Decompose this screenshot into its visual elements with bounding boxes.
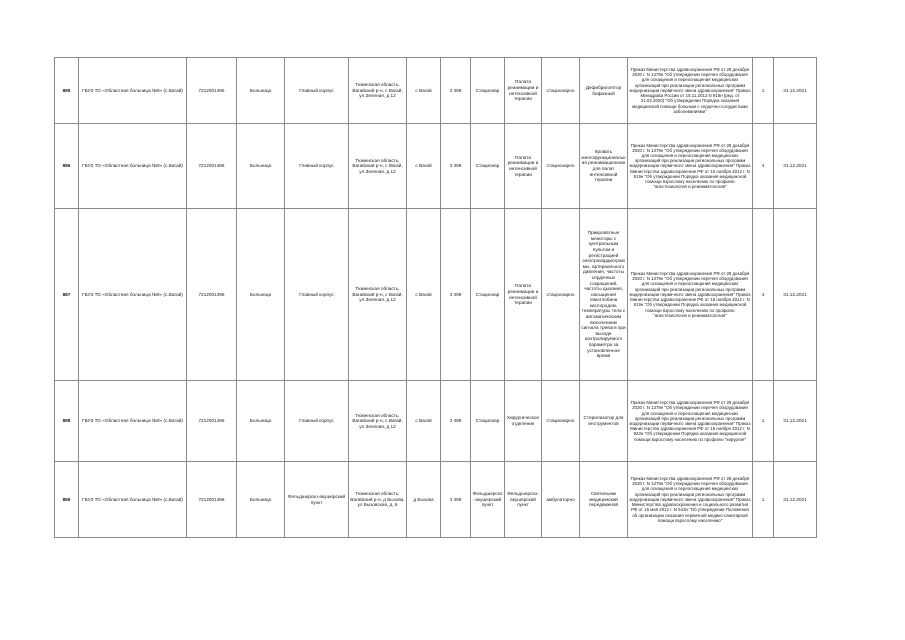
row-number: 885 [55,58,79,124]
facility-type-cell: Больница [237,462,285,538]
building-cell: Фельдшерско-акушерский пункт [285,462,349,538]
care-type-cell: Стационар [471,58,505,124]
date-cell: 31.12.2021 [774,462,817,538]
locality-cell: с Вагай [407,209,441,381]
equipment-cell: Прикроватные мониторы с центральным пультом и регистрацией электрокардиограммы, артериального давления, частоты сердечных сокращений, частоты дыхания, насыщения гемоглобина кислородом, температуры тела с автоматическим включением сигнала тревоги при выходе контролируемого параметра за установленное время [580,209,628,381]
department-cell: Палата реанимации и интенсивной терапии [505,124,542,209]
equipment-table [54,57,817,538]
table-row [55,209,817,381]
date-cell: 31.12.2021 [774,58,817,124]
row-number: 887 [55,209,79,381]
date-cell: 31.12.2021 [774,381,817,462]
quantity-cell: 1 [753,381,774,462]
address-cell: Тюменская область, Вагайский р-н, с Вагай, ул Зеленая, д 12 [349,124,407,209]
facility-type-cell: Больница [237,58,285,124]
quantity-cell: 1 [753,462,774,538]
facility-type-cell: Больница [237,124,285,209]
care-type-cell: Стационар [471,381,505,462]
date-cell: 31.12.2021 [774,209,817,381]
row-number: 889 [55,462,79,538]
table-row [55,124,817,209]
equipment-cell: Дефибриллятор бифазный [580,58,628,124]
equipment-cell: Светильник медицинский передвижной [580,462,628,538]
care-mode-cell: стационарно [542,124,580,209]
population-cell: 3 399 [441,462,471,538]
inn-cell: 7212001496 [187,58,237,124]
population-cell: 3 399 [441,209,471,381]
locality-cell: с Вагай [407,381,441,462]
organization-cell: ГБУЗ ТО «Областная больница №9» (с.Вагай) [79,381,187,462]
table-row [55,381,817,462]
department-cell: Палата реанимации и интенсивной терапии [505,209,542,381]
care-mode-cell: стационарно [542,381,580,462]
care-type-cell: Стационар [471,124,505,209]
locality-cell: с Вагай [407,58,441,124]
inn-cell: 7212001496 [187,124,237,209]
equipment-cell: Стерилизатор для инструментов [580,381,628,462]
building-cell: Главный корпус [285,124,349,209]
building-cell: Главный корпус [285,381,349,462]
legal-basis-cell: Приказ Министерства здравоохранения РФ от 28 декабря 2020 г. N 1379н "Об утверждении перечня оборудования для оснащения и переоснащения медицинских организаций при реализации региональных программ модернизации первичного звена здравоохранения" Приказ Министерства здравоохранения и социального развития РФ от 15 мая 2012 г. N 543н "Об утверждении Положения об организации оказания первичной медико-санитарной помощи взрослому населению" [628,462,753,538]
inn-cell: 7212001496 [187,462,237,538]
legal-basis-cell: Приказ Министерства здравоохранения РФ от 28 декабря 2020 г. N 1379н "Об утверждении перечня оборудования для оснащения и переоснащения медицинских организаций при реализации региональных программ модернизации первичного звена здравоохранения" Приказ Минздрава России от 15.11.2012 N 918н (ред. от 21.02.2020) "Об утверждении Порядка оказания медицинской помощи больным с сердечно-сосудистыми заболеваниями" [628,58,753,124]
quantity-cell: 4 [753,209,774,381]
equipment-cell: Кровать многофункциональная реанимационная для палат интенсивной терапии [580,124,628,209]
care-type-cell: Стационар [471,209,505,381]
legal-basis-cell: Приказ Министерства здравоохранения РФ от 28 декабря 2020 г. N 1379н "Об утверждении перечня оборудования для оснащения и переоснащения медицинских организаций при реализации региональных программ модернизации первичного звена здравоохранения" Приказ Министерства здравоохранения РФ от 15 ноября 2012 г. N 919н "Об утверждении Порядка оказания медицинской помощи взрослому населению по профилю "анестезиология и реаниматология" [628,124,753,209]
table-row [55,58,817,124]
date-cell: 31.12.2021 [774,124,817,209]
population-cell: 3 399 [441,58,471,124]
legal-basis-cell: Приказ Министерства здравоохранения РФ от 28 декабря 2020 г. N 1379н "Об утверждении перечня оборудования для оснащения и переоснащения медицинских организаций при реализации региональных программ модернизации первичного звена здравоохранения" Приказ Министерства здравоохранения РФ от 15 ноября 2012 г. N 922н "Об утверждении Порядка оказания медицинской помощи взрослому населению по профилю "хирургия" [628,381,753,462]
address-cell: Тюменская область, Вагайский р-н, д Бызова, ул Бызовская, д. 6 [349,462,407,538]
population-cell: 3 399 [441,381,471,462]
care-type-cell: Фельдшерско-акушерский пункт [471,462,505,538]
facility-type-cell: Больница [237,209,285,381]
table-row [55,462,817,538]
population-cell: 3 399 [441,124,471,209]
care-mode-cell: амбулаторно [542,462,580,538]
inn-cell: 7212001496 [187,381,237,462]
building-cell: Главный корпус [285,58,349,124]
organization-cell: ГБУЗ ТО «Областная больница №9» (с.Вагай) [79,124,187,209]
locality-cell: с Вагай [407,124,441,209]
organization-cell: ГБУЗ ТО «Областная больница №9» (с.Вагай) [79,209,187,381]
quantity-cell: 4 [753,124,774,209]
department-cell: Фельдшерско-акушерский пункт [505,462,542,538]
organization-cell: ГБУЗ ТО «Областная больница №9» (с.Вагай) [79,462,187,538]
address-cell: Тюменская область, Вагайский р-н, с Вагай, ул Зеленая, д 12 [349,209,407,381]
department-cell: Хирургическое отделение [505,381,542,462]
table-body [55,58,817,538]
facility-type-cell: Больница [237,381,285,462]
department-cell: Палата реанимации и интенсивной терапии [505,58,542,124]
address-cell: Тюменская область, Вагайский р-н, с Вагай, ул Зеленая, д 12 [349,58,407,124]
row-number: 886 [55,124,79,209]
building-cell: Главный корпус [285,209,349,381]
organization-cell: ГБУЗ ТО «Областная больница №9» (с.Вагай) [79,58,187,124]
care-mode-cell: стационарно [542,58,580,124]
care-mode-cell: стационарно [542,209,580,381]
address-cell: Тюменская область, Вагайский р-н, с Вагай, ул Зеленая, д 12 [349,381,407,462]
quantity-cell: 1 [753,58,774,124]
locality-cell: д Бызова [407,462,441,538]
legal-basis-cell: Приказ Министерства здравоохранения РФ от 28 декабря 2020 г. N 1379н "Об утверждении перечня оборудования для оснащения и переоснащения медицинских организаций при реализации региональных программ модернизации первичного звена здравоохранения" Приказ Министерства здравоохранения РФ от 15 ноября 2012 г. N 919н "Об утверждении Порядка оказания медицинской помощи взрослому населению по профилю "анестезиология и реаниматология" [628,209,753,381]
row-number: 888 [55,381,79,462]
inn-cell: 7212001496 [187,209,237,381]
